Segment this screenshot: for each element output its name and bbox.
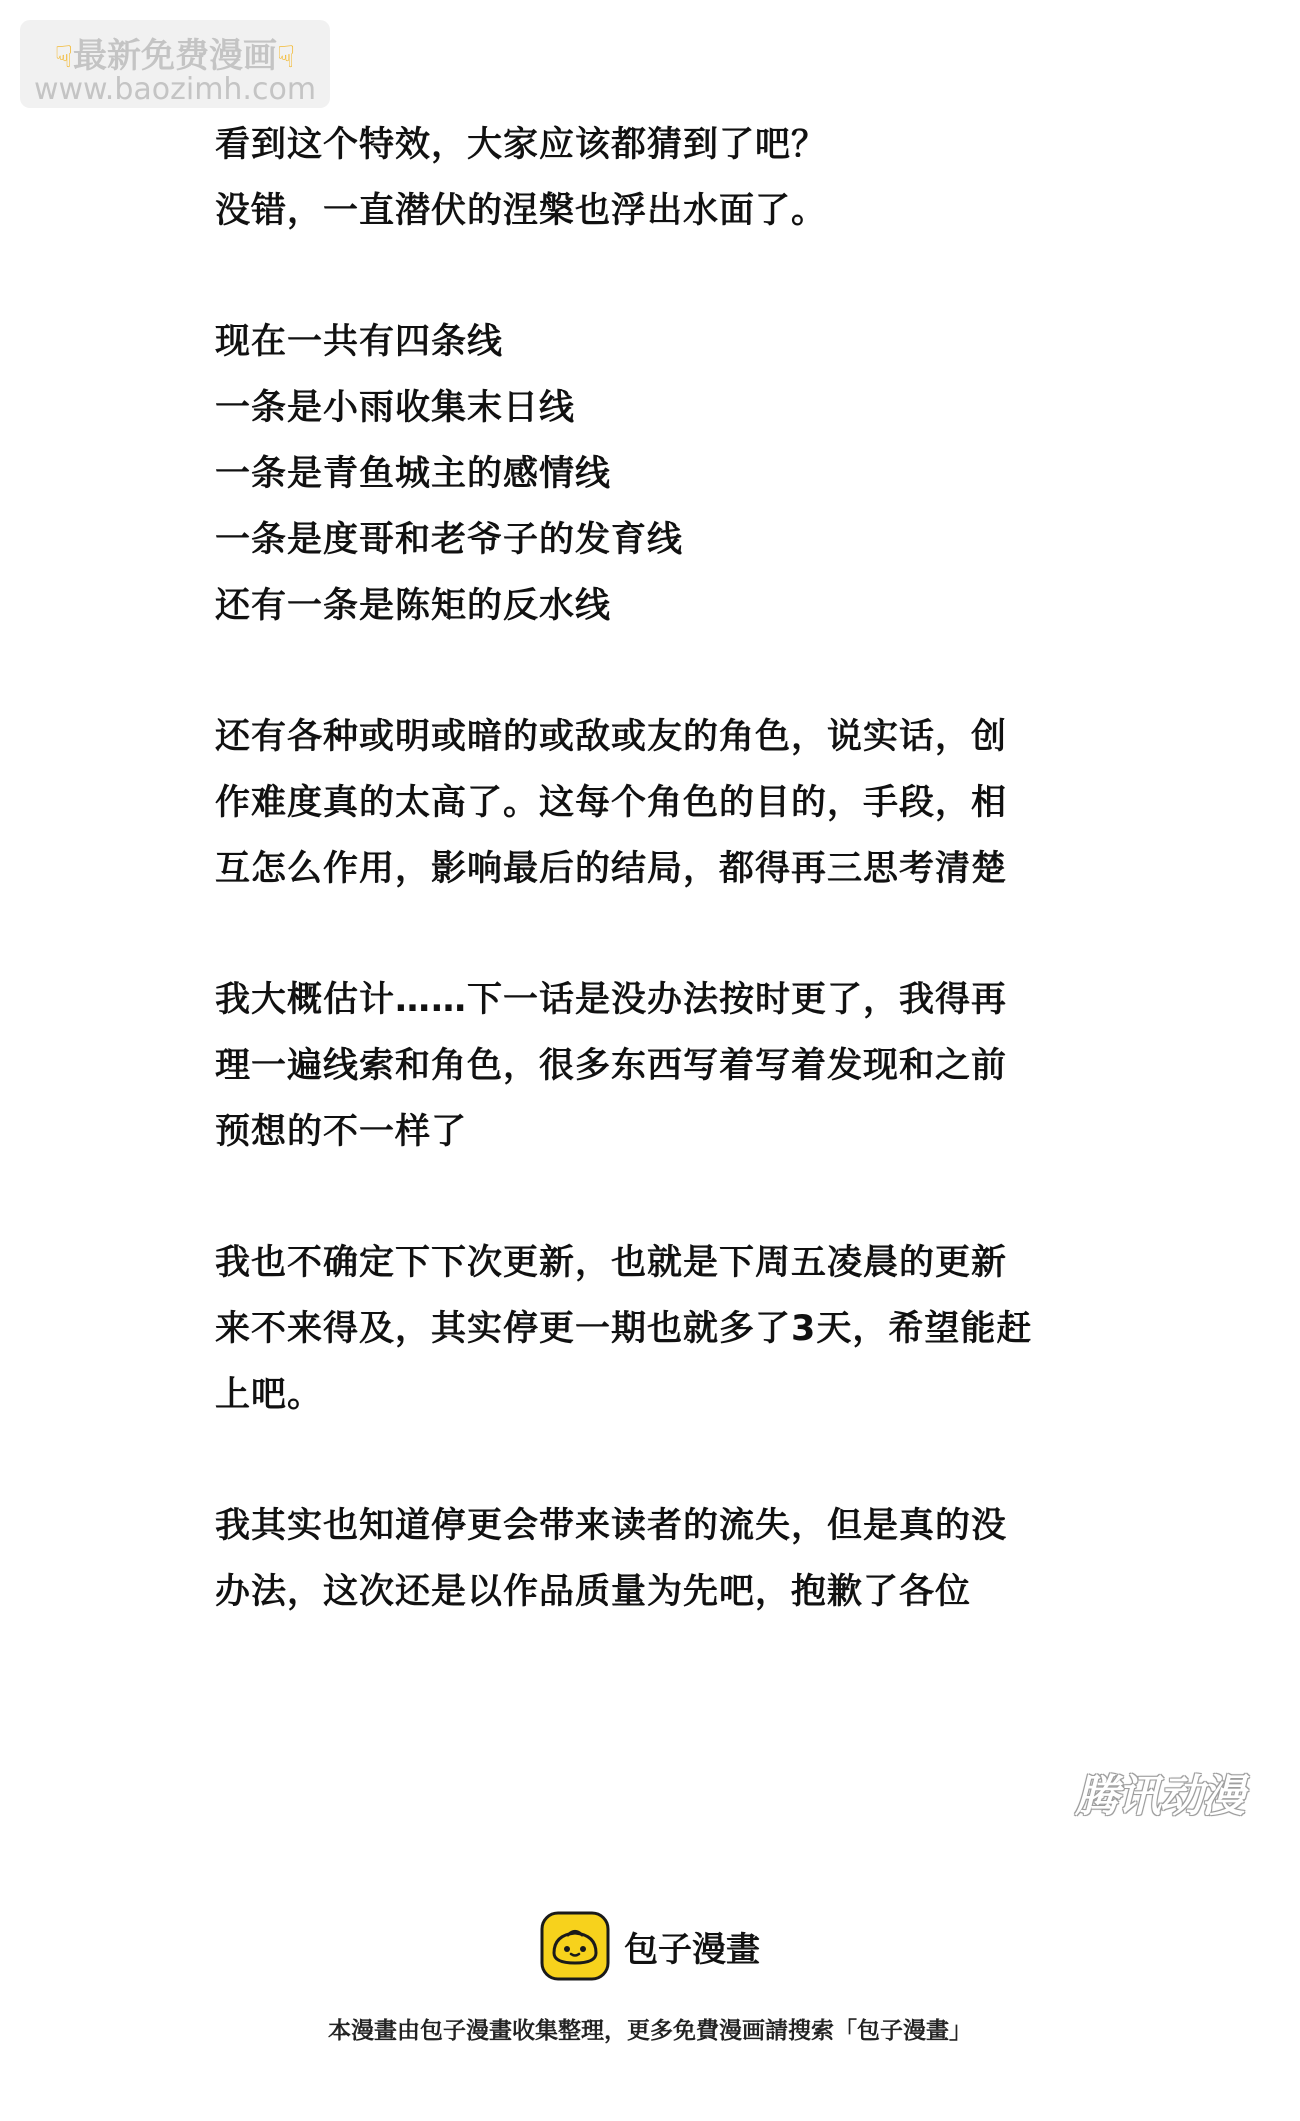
text-line: 互怎么作用，影响最后的结局，都得再三思考清楚	[215, 849, 1008, 889]
logo-name: 包子漫畫	[624, 1929, 760, 1970]
text-line: 我大概估计……下一话是没办法按时更了，我得再	[215, 980, 1008, 1020]
watermark-badge	[20, 20, 330, 108]
author-note	[215, 112, 1115, 1690]
footer-logo[interactable]	[540, 1910, 760, 1982]
paragraph	[215, 309, 1115, 639]
watermark-url: www.baozimh.com	[33, 72, 317, 107]
text-line: 上吧。	[215, 1375, 324, 1415]
paragraph	[215, 1493, 1115, 1625]
paragraph	[215, 967, 1115, 1165]
text-line: 我也不确定下下次更新，也就是下周五凌晨的更新	[215, 1243, 1008, 1283]
text-line: 我其实也知道停更会带来读者的流失，但是真的没	[215, 1506, 1008, 1546]
text-line: 办法，这次还是以作品质量为先吧，抱歉了各位	[215, 1572, 972, 1612]
text-line: 一条是小雨收集末日线	[215, 388, 576, 428]
text-line: 来不来得及，其实停更一期也就多了3天，希望能赶	[215, 1309, 1033, 1349]
watermark-title: 最新免费漫画	[73, 36, 277, 76]
text-line: 理一遍线索和角色，很多东西写着写着发现和之前	[215, 1046, 1008, 1086]
text-line: 还有一条是陈矩的反水线	[215, 586, 612, 626]
baozi-bun-icon	[540, 1911, 610, 1981]
footer-note: 本漫畫由包子漫畫收集整理，更多免費漫画請搜索「包子漫畫」	[328, 2018, 972, 2044]
paragraph	[215, 1230, 1115, 1428]
paragraph	[215, 112, 1115, 244]
text-line: 现在一共有四条线	[215, 322, 504, 362]
text-line: 一条是度哥和老爷子的发育线	[215, 520, 684, 560]
text-line: 一条是青鱼城主的感情线	[215, 454, 612, 494]
text-line: 预想的不一样了	[215, 1112, 468, 1152]
pointing-down-hand-icon: ☟	[277, 40, 296, 75]
pointing-down-hand-icon: ☟	[54, 40, 73, 75]
text-line: 作难度真的太高了。这每个角色的目的，手段，相	[215, 783, 1008, 823]
text-line: 没错，一直潜伏的涅槃也浮出水面了。	[215, 191, 828, 231]
watermark-title-row	[20, 28, 330, 77]
paragraph	[215, 704, 1115, 902]
text-line: 看到这个特效，大家应该都猜到了吧？	[215, 125, 828, 165]
text-line: 还有各种或明或暗的或敌或友的角色，说实话，创	[215, 717, 1008, 757]
publisher-watermark: 腾讯动漫	[1075, 1771, 1243, 1822]
